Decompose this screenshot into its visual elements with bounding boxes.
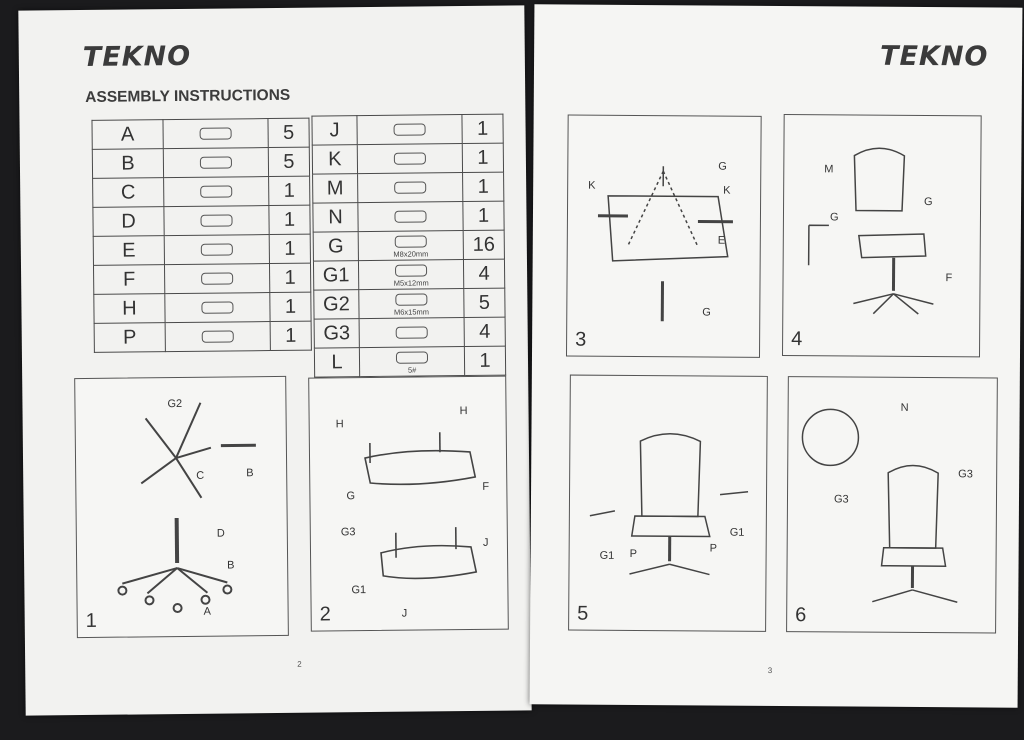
parts-row: [92, 118, 309, 149]
parts-row: [93, 176, 310, 207]
part-quantity: 1: [462, 143, 503, 172]
label-p: P: [629, 547, 637, 561]
part-letter: E: [93, 236, 164, 266]
part-illustration: [164, 177, 269, 207]
step-3-panel: [566, 115, 762, 358]
parts-row: [312, 143, 503, 174]
part-letter: M: [313, 174, 358, 203]
label-p-2: P: [709, 542, 718, 555]
step-number: 1: [85, 609, 97, 632]
parts-row: [314, 288, 505, 319]
parts-row: [312, 114, 503, 145]
part-illustration: [358, 173, 463, 203]
star-base-icon: [200, 185, 232, 197]
part-illustration: [357, 115, 462, 145]
label-g1: G1: [351, 584, 367, 597]
part-letter: C: [93, 178, 164, 208]
part-quantity: 5: [268, 118, 309, 147]
bolt-icon: [395, 235, 427, 247]
part-letter: F: [93, 265, 164, 295]
part-letter: N: [313, 203, 358, 232]
label-a: A: [203, 605, 212, 618]
cap-icon: [396, 326, 428, 338]
parts-row: [93, 263, 310, 294]
part-illustration: [359, 347, 464, 377]
parts-row: [314, 317, 505, 348]
label-g1-2: G1: [729, 526, 745, 539]
part-quantity: 1: [270, 321, 311, 350]
part-illustration: [163, 148, 268, 178]
part-quantity: 1: [269, 176, 310, 205]
step-number: 5: [577, 602, 589, 625]
part-quantity: 5: [268, 147, 309, 176]
rail-icon: [200, 156, 232, 168]
part-quantity: 1: [462, 114, 503, 143]
part-letter: B: [92, 149, 163, 179]
part-illustration: [165, 322, 270, 352]
step-number: 4: [791, 328, 803, 351]
side-cover-icon: [394, 123, 426, 135]
part-spec: M8x20mm: [393, 249, 429, 259]
cover-icon: [202, 330, 234, 342]
label-b-2: B: [227, 559, 235, 572]
label-g-2: G: [924, 196, 933, 209]
parts-row: [92, 147, 309, 178]
part-illustration: [358, 202, 463, 232]
part-illustration: [357, 144, 462, 174]
part-spec: M6x15mm: [393, 307, 430, 317]
step-1-panel: [74, 376, 289, 638]
label-e: E: [717, 234, 726, 247]
part-quantity: 5: [464, 288, 505, 317]
caster-icon: [200, 127, 232, 139]
label-g: G: [829, 211, 839, 224]
part-letter: D: [93, 207, 164, 237]
part-quantity: 4: [463, 259, 504, 288]
step-5-panel: [568, 375, 768, 632]
part-illustration: [359, 318, 464, 348]
part-quantity: 1: [270, 292, 311, 321]
label-g3-2: G3: [958, 468, 973, 481]
parts-row: [313, 172, 504, 203]
label-g: G: [346, 490, 356, 503]
parts-row: [313, 259, 504, 290]
part-letter: G1: [313, 261, 358, 290]
part-letter: L: [314, 348, 359, 377]
gas-lift-icon: [200, 214, 232, 226]
part-letter: P: [94, 323, 165, 353]
part-letter: K: [312, 145, 357, 174]
step-number: 2: [319, 603, 331, 626]
backrest-attach-illustration: [783, 115, 981, 356]
label-g3: G3: [833, 493, 849, 506]
part-quantity: 1: [463, 201, 504, 230]
part-illustration: [163, 119, 268, 149]
seat-assembly-illustration: [309, 377, 508, 631]
part-letter: A: [92, 120, 163, 150]
label-m: M: [824, 163, 834, 176]
pillow-icon: [394, 210, 426, 222]
label-j: J: [482, 536, 489, 549]
screw-icon: [395, 293, 427, 305]
label-h-2: H: [459, 404, 468, 418]
label-g: G: [718, 160, 727, 173]
brand-logo: TEKNO: [879, 40, 989, 73]
seat-icon: [201, 272, 233, 284]
label-g2: G2: [167, 397, 183, 411]
part-letter: G: [313, 232, 358, 261]
brand-logo: TEKNO: [82, 40, 192, 73]
step-2-panel: [308, 376, 509, 632]
bracket-icon: [201, 301, 233, 313]
step-6-panel: [786, 376, 998, 633]
mechanism-icon: [201, 243, 233, 255]
armrest-attach-illustration: [569, 376, 767, 631]
part-illustration: [164, 206, 269, 236]
part-quantity: 1: [463, 172, 504, 201]
label-k-2: K: [723, 184, 731, 197]
parts-row: [94, 292, 311, 323]
step-number: 3: [575, 328, 587, 351]
label-h: H: [335, 418, 344, 431]
page-number: 2: [297, 659, 302, 669]
parts-table-right: [311, 114, 506, 378]
parts-row: [314, 346, 505, 377]
part-letter: G3: [314, 319, 359, 348]
pillow-attach-illustration: [787, 377, 997, 632]
label-j-2: J: [401, 607, 408, 620]
armrest-icon: [394, 152, 426, 164]
part-illustration: [164, 235, 269, 265]
label-f: F: [945, 272, 953, 285]
part-illustration: [164, 264, 269, 294]
label-k: K: [588, 179, 596, 192]
mechanism-attach-illustration: [567, 116, 761, 357]
part-illustration: [358, 260, 463, 290]
parts-table-left: [91, 118, 311, 353]
part-quantity: 16: [463, 230, 504, 259]
part-illustration: [359, 289, 464, 319]
parts-row: [93, 234, 310, 265]
label-g3: G3: [340, 526, 356, 539]
label-b: B: [246, 467, 254, 480]
part-letter: J: [312, 116, 357, 145]
step-number: 6: [795, 604, 807, 627]
bolt-icon: [395, 264, 427, 276]
part-quantity: 4: [464, 317, 505, 346]
label-g-2: G: [702, 306, 711, 319]
part-illustration: [358, 231, 463, 261]
part-spec: 5#: [407, 365, 417, 375]
part-letter: H: [94, 294, 165, 324]
part-quantity: 1: [269, 205, 310, 234]
page-heading: ASSEMBLY INSTRUCTIONS: [85, 86, 291, 106]
part-spec: M5x12mm: [393, 278, 429, 288]
page-number: 3: [767, 665, 773, 675]
part-letter: G2: [314, 290, 359, 319]
backrest-icon: [394, 181, 426, 193]
step-4-panel: [782, 114, 982, 357]
parts-row: [313, 201, 504, 232]
parts-row: [313, 230, 504, 261]
label-d: D: [216, 527, 225, 540]
parts-row: [93, 205, 310, 236]
hex-key-icon: [396, 351, 428, 363]
label-f: F: [482, 480, 490, 493]
part-quantity: 1: [269, 234, 310, 263]
part-quantity: 1: [464, 346, 505, 375]
part-quantity: 1: [269, 263, 310, 292]
part-illustration: [165, 293, 270, 323]
base-assembly-illustration: [75, 377, 288, 637]
left-page: [18, 5, 531, 715]
label-g1: G1: [599, 549, 615, 562]
label-n: N: [900, 401, 909, 414]
right-page: [530, 4, 1023, 707]
parts-row: [94, 321, 311, 352]
label-c: C: [196, 469, 205, 482]
